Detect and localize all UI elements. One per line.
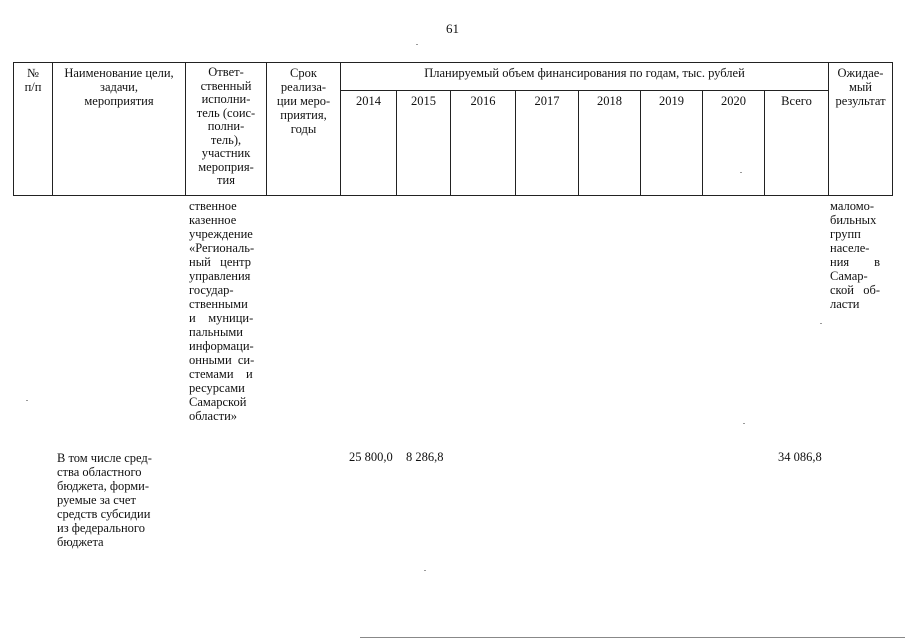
scan-speck [740, 172, 742, 173]
header-year-2015: 2015 [411, 94, 436, 108]
scan-speck [424, 570, 426, 571]
scan-speck [26, 400, 28, 401]
header-num: № п/п [24, 66, 42, 94]
value-2015: 8 286,8 [406, 450, 444, 464]
header-year-2019: 2019 [659, 94, 684, 108]
header-year-2018: 2018 [597, 94, 622, 108]
header-year-2017: 2017 [534, 94, 560, 108]
page-number: 61 [446, 21, 459, 36]
executor-cell: ственное казенное учреждение «Региональ- ный центр управления государ- ственными и муници- пальными информаци- онными си- стемами и ресурсами Самарской области» [189, 199, 255, 423]
header-year-2020: 2020 [721, 94, 746, 108]
value-total: 34 086,8 [778, 450, 822, 464]
header-financing: Планируемый объем финансирования по годам, тыс. рублей [424, 66, 745, 80]
value-2014: 25 800,0 [349, 450, 393, 464]
scan-speck [743, 423, 745, 424]
header-term: Срок реализа- ции меро- приятия, годы [276, 66, 331, 136]
scan-speck [820, 323, 822, 324]
header-executor: Ответ- ственный исполни- тель (соис- полни- тель), участник мероприя- тия [196, 65, 256, 187]
header-year-2014: 2014 [356, 94, 381, 108]
scan-edge-line [360, 637, 905, 638]
header-total: Всего [781, 94, 812, 108]
header-name: Наименование цели, задачи, мероприятия [64, 66, 174, 108]
header-year-2016: 2016 [470, 94, 496, 108]
result-cell: маломо- бильных групп населе- ния в Самар- ской об- ласти [830, 199, 881, 311]
header-result: Ожидае- мый результат [835, 66, 886, 108]
scan-speck [416, 44, 418, 45]
funding-note-cell: В том числе сред- ства областного бюджета, форми- руемые за счет средств субсидии из федерального бюджета [57, 451, 152, 549]
